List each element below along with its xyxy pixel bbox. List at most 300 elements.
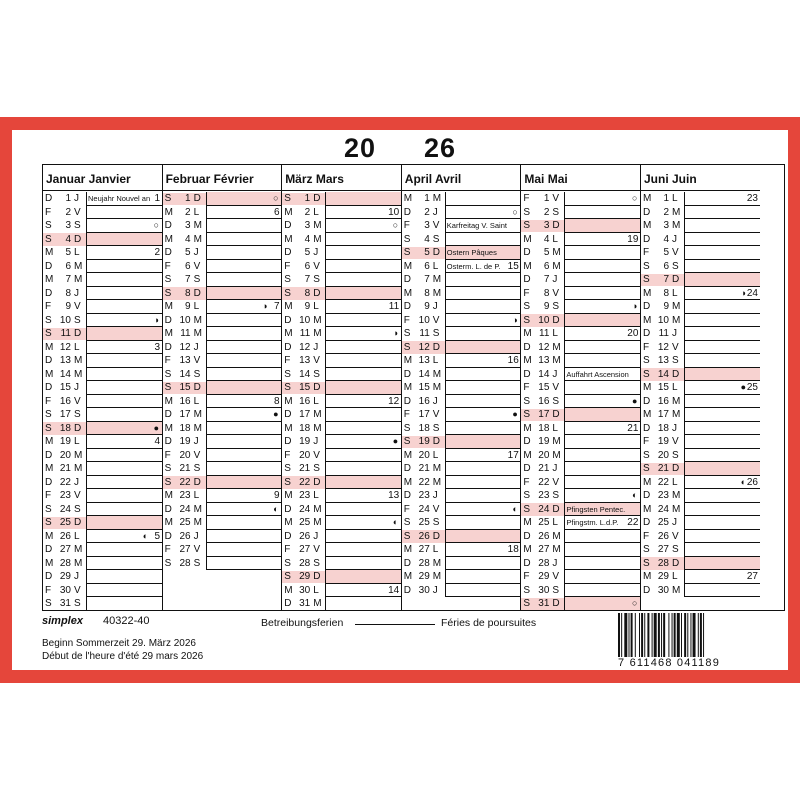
note-box[interactable] xyxy=(206,192,282,206)
note-box[interactable] xyxy=(206,341,282,355)
note-box[interactable] xyxy=(564,395,640,409)
note-box[interactable] xyxy=(564,543,640,557)
weekday-de: S xyxy=(284,463,291,474)
weekday-de: M xyxy=(643,571,652,582)
note-box[interactable] xyxy=(206,327,282,341)
day-number: 22 xyxy=(657,476,669,488)
day-number: 11 xyxy=(299,328,311,339)
day-number: 4 xyxy=(543,233,550,245)
weekday-de: S xyxy=(523,314,531,326)
weekday-fr: L xyxy=(74,247,80,258)
day-row xyxy=(521,219,640,233)
weekday-de: S xyxy=(164,557,172,569)
weekday-de: M xyxy=(284,490,293,501)
weekday-fr: V xyxy=(313,355,320,366)
note-box[interactable] xyxy=(325,597,401,611)
note-box[interactable] xyxy=(564,341,640,355)
note-box[interactable] xyxy=(684,233,760,247)
day-number: 10 xyxy=(418,314,430,326)
weekday-fr: M xyxy=(672,220,681,231)
note-box[interactable] xyxy=(206,489,282,503)
note-box[interactable] xyxy=(86,300,162,314)
day-number: 26 xyxy=(418,530,430,542)
note-box[interactable] xyxy=(564,314,640,328)
note-box[interactable] xyxy=(86,557,162,571)
day-row xyxy=(641,354,760,368)
note-box[interactable] xyxy=(325,354,401,368)
note-box[interactable] xyxy=(206,314,282,328)
weekday-fr: D xyxy=(552,598,560,609)
note-box[interactable] xyxy=(325,516,401,530)
note-box[interactable] xyxy=(325,314,401,328)
note-box[interactable] xyxy=(564,584,640,598)
note-box[interactable] xyxy=(564,476,640,490)
barcode-graphic xyxy=(618,613,781,657)
moon-phase-icon: ● xyxy=(273,409,279,419)
day-number: 29 xyxy=(538,571,550,582)
note-box[interactable] xyxy=(445,206,521,220)
weekday-de: F xyxy=(403,503,410,515)
note-box[interactable] xyxy=(445,516,521,530)
note-box[interactable] xyxy=(325,462,401,476)
weekday-de: D xyxy=(403,584,412,596)
note-box[interactable] xyxy=(684,543,760,557)
note-box[interactable] xyxy=(684,530,760,544)
weekday-fr: M xyxy=(313,233,322,245)
note-box[interactable] xyxy=(445,300,521,314)
weekday-fr: M xyxy=(313,220,322,231)
note-box[interactable] xyxy=(206,260,282,274)
day-row xyxy=(43,597,162,611)
day-number: 13 xyxy=(418,355,430,366)
day-number: 4 xyxy=(185,233,191,245)
note-box[interactable] xyxy=(206,516,282,530)
weekday-de: S xyxy=(643,260,650,272)
moon-phase-icon: ◑ xyxy=(153,314,159,325)
note-box[interactable] xyxy=(206,354,282,368)
note-box[interactable] xyxy=(206,462,282,476)
note-box[interactable] xyxy=(684,449,760,463)
note-box[interactable] xyxy=(445,503,521,517)
note-box[interactable] xyxy=(684,246,760,260)
weekday-de: D xyxy=(45,260,53,272)
note-box[interactable] xyxy=(564,219,640,233)
weekday-de: D xyxy=(164,314,172,326)
day-number: 29 xyxy=(657,571,669,582)
note-box[interactable] xyxy=(86,462,162,476)
note-box[interactable] xyxy=(86,327,162,341)
weekday-fr: V xyxy=(552,193,560,204)
weekday-de: M xyxy=(164,301,173,312)
day-number: 19 xyxy=(299,436,311,447)
weekday-de: S xyxy=(643,449,650,461)
weekday-de: M xyxy=(643,287,652,299)
note-box[interactable] xyxy=(86,543,162,557)
note-box[interactable] xyxy=(564,489,640,503)
note-box[interactable] xyxy=(684,354,760,368)
note-box[interactable] xyxy=(684,462,760,476)
note-box[interactable] xyxy=(684,314,760,328)
note-box[interactable] xyxy=(564,597,640,611)
day-number: 5 xyxy=(304,247,311,258)
note-box[interactable] xyxy=(86,341,162,355)
weekday-de: S xyxy=(164,476,172,488)
note-box[interactable] xyxy=(325,246,401,260)
day-row xyxy=(163,503,282,517)
weekday-de: S xyxy=(284,382,291,393)
note-box[interactable] xyxy=(445,273,521,287)
note-box[interactable] xyxy=(564,192,640,206)
weekday-de: S xyxy=(284,193,291,204)
day-number: 29 xyxy=(299,571,311,582)
day-number: 8 xyxy=(185,287,191,299)
note-box[interactable] xyxy=(86,273,162,287)
note-box[interactable] xyxy=(445,570,521,584)
weekday-de: M xyxy=(643,314,652,326)
note-box[interactable] xyxy=(86,503,162,517)
note-box[interactable] xyxy=(86,260,162,274)
note-box[interactable] xyxy=(564,449,640,463)
note-box[interactable] xyxy=(684,341,760,355)
day-row xyxy=(641,219,760,233)
day-row xyxy=(521,287,640,301)
note-box[interactable] xyxy=(86,314,162,328)
day-number: 25 xyxy=(657,517,669,528)
note-box[interactable] xyxy=(206,476,282,490)
weekday-fr: S xyxy=(74,220,81,231)
note-box[interactable] xyxy=(325,543,401,557)
note-box[interactable] xyxy=(206,530,282,544)
note-box[interactable] xyxy=(684,557,760,571)
weekday-de: S xyxy=(284,557,291,569)
day-number: 19 xyxy=(418,436,430,447)
note-box[interactable] xyxy=(445,192,521,206)
note-box[interactable] xyxy=(325,557,401,571)
weekday-de: S xyxy=(523,220,531,231)
day-number: 20 xyxy=(538,449,550,461)
day-row xyxy=(282,543,401,557)
note-box[interactable] xyxy=(206,287,282,301)
note-box[interactable] xyxy=(325,530,401,544)
note-box[interactable] xyxy=(325,381,401,395)
note-box[interactable] xyxy=(564,273,640,287)
note-box[interactable] xyxy=(325,233,401,247)
day-row xyxy=(521,530,640,544)
note-box[interactable] xyxy=(86,381,162,395)
note-box[interactable] xyxy=(445,341,521,355)
note-box[interactable] xyxy=(564,408,640,422)
weekday-fr: V xyxy=(74,584,81,596)
note-box[interactable] xyxy=(445,557,521,571)
note-box[interactable] xyxy=(325,273,401,287)
note-box[interactable] xyxy=(445,435,521,449)
note-box[interactable] xyxy=(86,354,162,368)
weekday-fr: V xyxy=(193,355,201,366)
weekday-de: D xyxy=(643,206,651,218)
note-box[interactable] xyxy=(325,449,401,463)
note-box[interactable] xyxy=(86,597,162,611)
day-row xyxy=(402,516,521,530)
day-row xyxy=(402,530,521,544)
note-box[interactable] xyxy=(206,543,282,557)
note-box[interactable] xyxy=(86,516,162,530)
day-row xyxy=(521,233,640,247)
note-box[interactable] xyxy=(325,422,401,436)
month-title: Februar Février xyxy=(163,165,282,191)
note-box[interactable] xyxy=(684,516,760,530)
note-box[interactable] xyxy=(86,435,162,449)
day-row xyxy=(43,503,162,517)
note-box[interactable] xyxy=(206,206,282,220)
barcode-bar xyxy=(652,613,653,657)
weekday-de: M xyxy=(164,490,173,501)
day-row xyxy=(282,597,401,611)
note-box[interactable] xyxy=(206,503,282,517)
weekday-fr: M xyxy=(552,341,561,353)
weekday-fr: J xyxy=(193,341,199,353)
note-box[interactable] xyxy=(206,273,282,287)
note-box[interactable] xyxy=(86,476,162,490)
note-box[interactable] xyxy=(206,219,282,233)
note-box[interactable] xyxy=(206,422,282,436)
weekday-de: D xyxy=(284,314,292,326)
weekday-de: D xyxy=(45,476,53,488)
note-box[interactable] xyxy=(445,327,521,341)
weekday-de: M xyxy=(284,584,293,596)
week-number: 10 xyxy=(388,206,400,218)
day-row xyxy=(521,570,640,584)
holiday-label: Neujahr Nouvel an xyxy=(88,194,151,203)
day-row xyxy=(163,233,282,247)
weekday-fr: M xyxy=(74,463,83,474)
note-box[interactable] xyxy=(206,300,282,314)
barcode-bar xyxy=(677,613,680,657)
note-box[interactable] xyxy=(564,462,640,476)
day-row xyxy=(641,300,760,314)
note-box[interactable] xyxy=(206,408,282,422)
note-box[interactable] xyxy=(445,314,521,328)
note-box[interactable] xyxy=(86,570,162,584)
weekday-de: M xyxy=(45,557,54,569)
weekday-de: F xyxy=(643,341,650,353)
note-box[interactable] xyxy=(86,489,162,503)
day-row xyxy=(402,192,521,206)
day-number: 10 xyxy=(59,314,71,326)
weekday-fr: V xyxy=(74,490,81,501)
weekday-fr: S xyxy=(74,598,81,609)
note-box[interactable] xyxy=(325,476,401,490)
weekday-fr: D xyxy=(313,193,321,204)
note-box[interactable] xyxy=(206,246,282,260)
weekday-de: M xyxy=(284,517,293,528)
note-box[interactable] xyxy=(325,503,401,517)
day-number: 24 xyxy=(59,503,71,515)
note-box[interactable] xyxy=(86,422,162,436)
note-box[interactable] xyxy=(325,435,401,449)
note-box[interactable] xyxy=(86,449,162,463)
moon-phase-icon: ◐ xyxy=(740,476,746,487)
weekday-fr: S xyxy=(193,274,201,285)
weekday-fr: L xyxy=(193,490,200,501)
note-box[interactable] xyxy=(684,368,760,382)
note-box[interactable] xyxy=(206,395,282,409)
day-row xyxy=(282,300,401,314)
note-box[interactable] xyxy=(564,557,640,571)
note-box[interactable] xyxy=(445,476,521,490)
day-number: 7 xyxy=(424,274,430,285)
month-title: März Mars xyxy=(282,165,401,191)
note-box[interactable] xyxy=(445,233,521,247)
day-row xyxy=(43,422,162,436)
day-row xyxy=(641,584,760,598)
day-number: 20 xyxy=(299,449,311,461)
week-number: 19 xyxy=(627,233,639,245)
note-box[interactable] xyxy=(206,449,282,463)
note-box[interactable] xyxy=(684,584,760,598)
note-box[interactable] xyxy=(445,395,521,409)
note-box[interactable] xyxy=(206,435,282,449)
note-box[interactable] xyxy=(564,530,640,544)
note-box[interactable] xyxy=(684,489,760,503)
note-box[interactable] xyxy=(684,300,760,314)
day-row xyxy=(521,476,640,490)
note-box[interactable] xyxy=(325,287,401,301)
note-box[interactable] xyxy=(86,368,162,382)
note-box[interactable] xyxy=(325,327,401,341)
weekday-fr: D xyxy=(313,571,321,582)
note-box[interactable] xyxy=(445,287,521,301)
note-box[interactable] xyxy=(206,233,282,247)
day-number: 30 xyxy=(657,584,669,596)
note-box[interactable] xyxy=(86,530,162,544)
day-number: 13 xyxy=(657,355,669,366)
note-box[interactable] xyxy=(684,273,760,287)
day-row xyxy=(641,206,760,220)
note-box[interactable] xyxy=(325,368,401,382)
weekday-de: F xyxy=(643,530,650,542)
week-number: 12 xyxy=(388,395,400,407)
day-row xyxy=(402,300,521,314)
day-number: 31 xyxy=(59,598,71,609)
note-box[interactable] xyxy=(86,206,162,220)
weekday-fr: L xyxy=(552,328,558,339)
holiday-label: Osterm. L. de P. xyxy=(446,261,501,271)
weekday-fr: S xyxy=(432,233,440,245)
note-box[interactable] xyxy=(564,300,640,314)
day-number: 7 xyxy=(663,274,669,285)
note-box[interactable] xyxy=(445,408,521,422)
day-row xyxy=(282,570,401,584)
day-row xyxy=(402,287,521,301)
weekday-fr: D xyxy=(432,341,441,353)
note-box[interactable] xyxy=(325,260,401,274)
note-box[interactable] xyxy=(564,354,640,368)
day-number: 28 xyxy=(538,557,550,569)
weekday-fr: J xyxy=(193,247,199,258)
note-box[interactable] xyxy=(86,287,162,301)
day-row xyxy=(282,192,401,206)
day-number: 26 xyxy=(59,530,71,542)
note-box[interactable] xyxy=(206,381,282,395)
note-box[interactable] xyxy=(445,489,521,503)
note-box[interactable] xyxy=(86,395,162,409)
note-box[interactable] xyxy=(684,219,760,233)
note-box[interactable] xyxy=(564,570,640,584)
note-box[interactable] xyxy=(684,206,760,220)
note-box[interactable] xyxy=(684,503,760,517)
note-box[interactable] xyxy=(86,584,162,598)
weekday-fr: S xyxy=(193,368,201,380)
note-box[interactable] xyxy=(564,381,640,395)
note-box[interactable] xyxy=(325,570,401,584)
note-box[interactable] xyxy=(564,287,640,301)
day-row xyxy=(641,476,760,490)
month-column xyxy=(163,165,282,610)
note-box[interactable] xyxy=(86,233,162,247)
moon-phase-icon: ◐ xyxy=(392,517,399,527)
note-box[interactable] xyxy=(564,246,640,260)
day-row xyxy=(163,287,282,301)
note-box[interactable] xyxy=(564,206,640,220)
note-box[interactable] xyxy=(86,246,162,260)
day-row xyxy=(43,462,162,476)
weekday-de: D xyxy=(523,274,531,285)
weekday-fr: V xyxy=(193,449,201,461)
moon-phase-icon: ○ xyxy=(631,193,638,203)
note-box[interactable] xyxy=(86,408,162,422)
note-box[interactable] xyxy=(445,422,521,436)
moon-phase-icon: ● xyxy=(512,409,518,419)
day-row xyxy=(282,368,401,382)
note-box[interactable] xyxy=(564,260,640,274)
note-box[interactable] xyxy=(206,557,282,571)
note-box[interactable] xyxy=(564,435,640,449)
week-number: 11 xyxy=(388,301,400,312)
day-number: 9 xyxy=(65,301,71,312)
note-box[interactable] xyxy=(684,395,760,409)
note-box[interactable] xyxy=(325,219,401,233)
day-row xyxy=(641,503,760,517)
note-box[interactable] xyxy=(445,368,521,382)
weekday-fr: M xyxy=(193,422,202,434)
note-box[interactable] xyxy=(445,381,521,395)
note-box[interactable] xyxy=(684,435,760,449)
weekday-de: F xyxy=(45,395,52,407)
note-box[interactable] xyxy=(445,462,521,476)
note-box[interactable] xyxy=(445,584,521,598)
barcode-bar xyxy=(672,613,673,657)
note-box[interactable] xyxy=(86,219,162,233)
note-box[interactable] xyxy=(445,530,521,544)
note-box[interactable] xyxy=(684,260,760,274)
weekday-fr: L xyxy=(672,476,678,488)
note-box[interactable] xyxy=(325,192,401,206)
note-box[interactable] xyxy=(684,422,760,436)
weekday-fr: J xyxy=(193,530,199,542)
note-box[interactable] xyxy=(206,368,282,382)
weekday-de: F xyxy=(284,260,291,272)
note-box[interactable] xyxy=(684,327,760,341)
day-number: 21 xyxy=(59,463,71,474)
note-box[interactable] xyxy=(325,341,401,355)
day-row xyxy=(282,449,401,463)
barcode-bar xyxy=(698,613,699,657)
note-box[interactable] xyxy=(325,408,401,422)
note-box[interactable] xyxy=(684,408,760,422)
weekday-fr: D xyxy=(672,274,680,285)
day-number: 24 xyxy=(657,503,669,515)
day-number: 5 xyxy=(185,247,191,258)
